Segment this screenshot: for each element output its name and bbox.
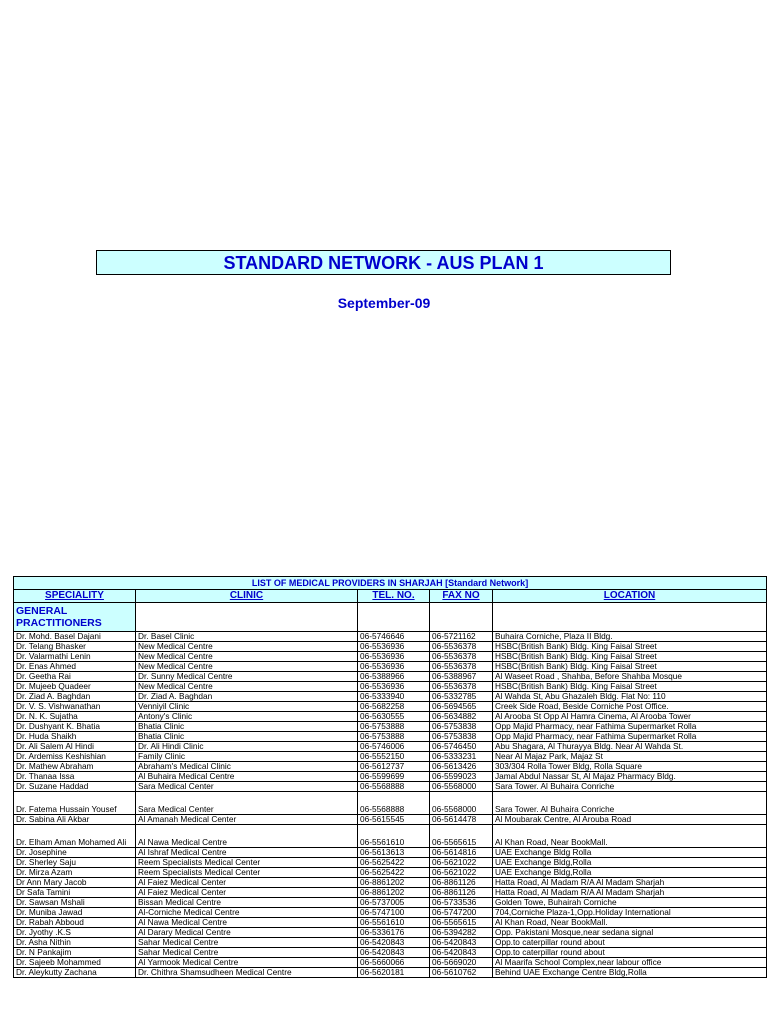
provider-name-cell: Dr. Fatema Hussain Yousef xyxy=(14,792,136,815)
provider-name-cell: Dr. Suzane Haddad xyxy=(14,782,136,792)
provider-name-cell: Dr. N. K. Sujatha xyxy=(14,712,136,722)
fax-cell: 06-5694565 xyxy=(430,702,493,712)
fax-cell: 06-5733536 xyxy=(430,898,493,908)
tel-cell: 06-5536936 xyxy=(358,682,430,692)
location-cell: Opp. Pakistani Mosque,near sedana signal xyxy=(493,928,767,938)
provider-name-cell: Dr. Valarmathi Lenin xyxy=(14,652,136,662)
provider-name-cell: Dr. Sajeeb Mohammed xyxy=(14,958,136,968)
location-cell: Opp.to caterpillar round about xyxy=(493,948,767,958)
location-cell: HSBC(British Bank) Bldg. King Faisal Street xyxy=(493,652,767,662)
table-row xyxy=(14,878,767,888)
fax-cell: 06-5614478 xyxy=(430,815,493,825)
clinic-cell: Al Darary Medical Centre xyxy=(136,928,358,938)
section-label: GENERAL PRACTITIONERS xyxy=(14,603,136,632)
tel-cell: 06-5561610 xyxy=(358,918,430,928)
clinic-cell: Al Nawa Medical Centre xyxy=(136,825,358,848)
fax-cell: 06-5753838 xyxy=(430,732,493,742)
tel-cell: 06-5630555 xyxy=(358,712,430,722)
location-cell: Opp Majid Pharmacy, near Fathima Supermarket Rolla xyxy=(493,732,767,742)
clinic-cell: New Medical Centre xyxy=(136,682,358,692)
section-row xyxy=(14,603,767,632)
clinic-cell: New Medical Centre xyxy=(136,652,358,662)
table-row xyxy=(14,682,767,692)
header-tel: TEL. NO. xyxy=(358,590,430,603)
tel-cell: 06-5536936 xyxy=(358,662,430,672)
clinic-cell: Al Buhaira Medical Centre xyxy=(136,772,358,782)
fax-cell: 06-5613426 xyxy=(430,762,493,772)
provider-name-cell: Dr. Asha Nithin xyxy=(14,938,136,948)
table-row xyxy=(14,938,767,948)
fax-cell: 06-5621022 xyxy=(430,858,493,868)
page-title: STANDARD NETWORK - AUS PLAN 1 xyxy=(96,250,671,275)
fax-cell: 06-5599023 xyxy=(430,772,493,782)
clinic-cell: Al Yarmook Medical Centre xyxy=(136,958,358,968)
fax-cell: 06-5420843 xyxy=(430,938,493,948)
fax-cell: 06-5536378 xyxy=(430,662,493,672)
tel-cell: 06-5660066 xyxy=(358,958,430,968)
fax-cell: 06-5536378 xyxy=(430,682,493,692)
provider-name-cell: Dr. Huda Shaikh xyxy=(14,732,136,742)
page-date: September-09 xyxy=(337,295,431,311)
provider-name-cell: Dr. Enas Ahmed xyxy=(14,662,136,672)
location-cell: UAE Exchange Bldg,Rolla xyxy=(493,858,767,868)
location-cell: Buhaira Corniche, Plaza II Bldg. xyxy=(493,632,767,642)
tel-cell: 06-5625422 xyxy=(358,858,430,868)
table-row xyxy=(14,692,767,702)
tel-cell: 06-5753888 xyxy=(358,722,430,732)
location-cell: Hatta Road, Al Madam R/A Al Madam Sharjah xyxy=(493,888,767,898)
provider-name-cell: Dr. Ardemiss Keshishian xyxy=(14,752,136,762)
clinic-cell: Dr. Sunny Medical Centre xyxy=(136,672,358,682)
provider-name-cell: Dr. Thanaa Issa xyxy=(14,772,136,782)
fax-cell: 06-5753838 xyxy=(430,722,493,732)
fax-cell: 06-8861126 xyxy=(430,878,493,888)
location-cell: Sara Tower. Al Buhaira Conriche xyxy=(493,782,767,792)
location-cell: Hatta Road, Al Madam R/A Al Madam Sharjah xyxy=(493,878,767,888)
provider-name-cell: Dr. Dushyant K. Bhatia xyxy=(14,722,136,732)
clinic-cell: Al Faiez Medical Center xyxy=(136,878,358,888)
section-empty-cell xyxy=(430,603,493,632)
tel-cell: 06-5612737 xyxy=(358,762,430,772)
clinic-cell: Al Ishraf Medical Centre xyxy=(136,848,358,858)
provider-name-cell: Dr. Mirza Azam xyxy=(14,868,136,878)
tel-cell: 06-5420843 xyxy=(358,938,430,948)
location-cell: HSBC(British Bank) Bldg. King Faisal Street xyxy=(493,642,767,652)
location-cell: Al Khan Road, Near BookMall. xyxy=(493,918,767,928)
tel-cell: 06-5746646 xyxy=(358,632,430,642)
clinic-cell: Al Amanah Medical Center xyxy=(136,815,358,825)
fax-cell: 06-5333231 xyxy=(430,752,493,762)
table-row xyxy=(14,792,767,815)
clinic-cell: Venniyil Clinic xyxy=(136,702,358,712)
location-cell: Golden Towe, Buhairah Corniche xyxy=(493,898,767,908)
provider-name-cell: Dr. Sherley Saju xyxy=(14,858,136,868)
table-row xyxy=(14,908,767,918)
clinic-cell: New Medical Centre xyxy=(136,642,358,652)
clinic-cell: New Medical Centre xyxy=(136,662,358,672)
tel-cell: 06-5336176 xyxy=(358,928,430,938)
location-cell: Sara Tower. Al Buhaira Conriche xyxy=(493,792,767,815)
table-row xyxy=(14,918,767,928)
tel-cell: 06-5420843 xyxy=(358,948,430,958)
header-fax: FAX NO xyxy=(430,590,493,603)
table-row xyxy=(14,968,767,978)
table-row xyxy=(14,752,767,762)
provider-name-cell: Dr. Telang Bhasker xyxy=(14,642,136,652)
fax-cell: 06-5388967 xyxy=(430,672,493,682)
table-row xyxy=(14,762,767,772)
section-empty-cell xyxy=(358,603,430,632)
table-row xyxy=(14,732,767,742)
fax-cell: 06-5721162 xyxy=(430,632,493,642)
provider-name-cell: Dr. Rabah Abboud xyxy=(14,918,136,928)
table-row xyxy=(14,772,767,782)
location-cell: 303/304 Rolla Tower Bldg, Rolla Square xyxy=(493,762,767,772)
tel-cell: 06-5682258 xyxy=(358,702,430,712)
location-cell: Near Al Majaz Park, Majaz St xyxy=(493,752,767,762)
tel-cell: 06-5625422 xyxy=(358,868,430,878)
clinic-cell: Dr. Chithra Shamsudheen Medical Centre xyxy=(136,968,358,978)
table-row xyxy=(14,782,767,792)
location-cell: Al Moubarak Centre, Al Arouba Road xyxy=(493,815,767,825)
table-row xyxy=(14,858,767,868)
tel-cell: 06-5615545 xyxy=(358,815,430,825)
location-cell: Al Waseet Road , Shahba, Before Shahba Mosque xyxy=(493,672,767,682)
clinic-cell: Bissan Medical Centre xyxy=(136,898,358,908)
table-row xyxy=(14,642,767,652)
fax-cell: 06-5394282 xyxy=(430,928,493,938)
tel-cell: 06-5536936 xyxy=(358,652,430,662)
location-cell: Jamal Abdul Nassar St, Al Majaz Pharmacy Bldg. xyxy=(493,772,767,782)
provider-name-cell: Dr Safa Tamini xyxy=(14,888,136,898)
location-cell: UAE Exchange Bldg,Rolla xyxy=(493,868,767,878)
clinic-cell: Reem Specialists Medical Center xyxy=(136,858,358,868)
clinic-cell: Sahar Medical Centre xyxy=(136,948,358,958)
tel-cell: 06-5568888 xyxy=(358,782,430,792)
section-empty-cell xyxy=(136,603,358,632)
header-location: LOCATION xyxy=(493,590,767,603)
clinic-cell: Dr. Ali Hindi Clinic xyxy=(136,742,358,752)
fax-cell: 06-5568000 xyxy=(430,782,493,792)
table-row xyxy=(14,928,767,938)
tel-cell: 06-5333940 xyxy=(358,692,430,702)
clinic-cell: Sara Medical Center xyxy=(136,782,358,792)
header-clinic: CLINIC xyxy=(136,590,358,603)
tel-cell: 06-5613613 xyxy=(358,848,430,858)
provider-name-cell: Dr. Mathew Abraham xyxy=(14,762,136,772)
tel-cell: 06-5747100 xyxy=(358,908,430,918)
location-cell: Abu Shagara, Al Thurayya Bldg. Near Al Wahda St. xyxy=(493,742,767,752)
tel-cell: 06-5737005 xyxy=(358,898,430,908)
provider-name-cell: Dr. Aleykutty Zachana xyxy=(14,968,136,978)
provider-name-cell: Dr Ann Mary Jacob xyxy=(14,878,136,888)
fax-cell: 06-5621022 xyxy=(430,868,493,878)
location-cell: UAE Exchange Bldg Rolla xyxy=(493,848,767,858)
location-cell: Opp Majid Pharmacy, near Fathima Supermarket Rolla xyxy=(493,722,767,732)
provider-name-cell: Dr. Geetha Rai xyxy=(14,672,136,682)
table-row xyxy=(14,848,767,858)
clinic-cell: Sara Medical Center xyxy=(136,792,358,815)
location-cell: Al Arooba St Opp Al Hamra Cinema, Al Arooba Tower xyxy=(493,712,767,722)
table-row xyxy=(14,712,767,722)
clinic-cell: Al Faiez Medical Center xyxy=(136,888,358,898)
provider-name-cell: Dr. Mujeeb Quadeer xyxy=(14,682,136,692)
fax-cell: 06-5747200 xyxy=(430,908,493,918)
header-speciality: SPECIALITY xyxy=(14,590,136,603)
table-row xyxy=(14,958,767,968)
clinic-cell: Abraham's Medical Clinic xyxy=(136,762,358,772)
provider-name-cell: Dr. Josephine xyxy=(14,848,136,858)
table-row xyxy=(14,702,767,712)
tel-cell: 06-5552150 xyxy=(358,752,430,762)
location-cell: HSBC(British Bank) Bldg. King Faisal Street xyxy=(493,682,767,692)
fax-cell: 06-5614816 xyxy=(430,848,493,858)
location-cell: Behind UAE Exchange Centre Bldg,Rolla xyxy=(493,968,767,978)
fax-cell: 06-5568000 xyxy=(430,792,493,815)
fax-cell: 06-5536378 xyxy=(430,642,493,652)
location-cell: Creek Side Road, Beside Corniche Post Office. xyxy=(493,702,767,712)
provider-name-cell: Dr. Jyothy .K.S xyxy=(14,928,136,938)
location-cell: 704,Corniche Plaza-1,Opp.Holiday International xyxy=(493,908,767,918)
clinic-cell: Reem Specialists Medical Center xyxy=(136,868,358,878)
provider-name-cell: Dr. Mohd. Basel Dajani xyxy=(14,632,136,642)
table-row xyxy=(14,868,767,878)
table-row xyxy=(14,888,767,898)
table-row xyxy=(14,632,767,642)
clinic-cell: Al-Corniche Medical Centre xyxy=(136,908,358,918)
tel-cell: 06-5561610 xyxy=(358,825,430,848)
fax-cell: 06-5746450 xyxy=(430,742,493,752)
location-cell: Al Maarifa School Complex,near labour office xyxy=(493,958,767,968)
provider-name-cell: Dr. N Pankajim xyxy=(14,948,136,958)
clinic-cell: Bhatia Clinic xyxy=(136,722,358,732)
fax-cell: 06-5610762 xyxy=(430,968,493,978)
fax-cell: 06-5565615 xyxy=(430,825,493,848)
table-row xyxy=(14,898,767,908)
location-cell: Opp.to caterpillar round about xyxy=(493,938,767,948)
tel-cell: 06-5568888 xyxy=(358,792,430,815)
clinic-cell: Antony's Clinic xyxy=(136,712,358,722)
provider-table xyxy=(13,576,767,978)
provider-name-cell: Dr. Ziad A. Baghdan xyxy=(14,692,136,702)
clinic-cell: Sahar Medical Centre xyxy=(136,938,358,948)
fax-cell: 06-5565615 xyxy=(430,918,493,928)
tel-cell: 06-5753888 xyxy=(358,732,430,742)
table-body xyxy=(14,603,767,978)
fax-cell: 06-5669020 xyxy=(430,958,493,968)
provider-name-cell: Dr. Ali Salem Al Hindi xyxy=(14,742,136,752)
clinic-cell: Dr. Ziad A. Baghdan xyxy=(136,692,358,702)
clinic-cell: Bhatia Clinic xyxy=(136,732,358,742)
location-cell: HSBC(British Bank) Bldg. King Faisal Street xyxy=(493,662,767,672)
tel-cell: 06-5599699 xyxy=(358,772,430,782)
provider-name-cell: Dr. Elham Aman Mohamed Ali xyxy=(14,825,136,848)
table-row xyxy=(14,825,767,848)
tel-cell: 06-5536936 xyxy=(358,642,430,652)
clinic-cell: Al Nawa Medical Centre xyxy=(136,918,358,928)
fax-cell: 06-8861126 xyxy=(430,888,493,898)
location-cell: Al Wahda St, Abu Ghazaleh Bldg. Flat No: 110 xyxy=(493,692,767,702)
provider-name-cell: Dr. V. S. Vishwanathan xyxy=(14,702,136,712)
tel-cell: 06-5746006 xyxy=(358,742,430,752)
section-empty-cell xyxy=(493,603,767,632)
table-row xyxy=(14,672,767,682)
provider-name-cell: Dr. Sawsan Mshali xyxy=(14,898,136,908)
table-caption: LIST OF MEDICAL PROVIDERS IN SHARJAH [Standard Network] xyxy=(14,577,767,590)
tel-cell: 06-5620181 xyxy=(358,968,430,978)
table-row xyxy=(14,948,767,958)
clinic-cell: Family Clinic xyxy=(136,752,358,762)
tel-cell: 06-5388966 xyxy=(358,672,430,682)
table-row xyxy=(14,815,767,825)
fax-cell: 06-5420843 xyxy=(430,948,493,958)
provider-name-cell: Dr. Muniba Jawad xyxy=(14,908,136,918)
provider-name-cell: Dr. Sabina Ali Akbar xyxy=(14,815,136,825)
table-row xyxy=(14,722,767,732)
fax-cell: 06-5332785 xyxy=(430,692,493,702)
fax-cell: 06-5536378 xyxy=(430,652,493,662)
location-cell: Al Khan Road, Near BookMall. xyxy=(493,825,767,848)
fax-cell: 06-5634882 xyxy=(430,712,493,722)
tel-cell: 06-8861202 xyxy=(358,888,430,898)
clinic-cell: Dr. Basel Clinic xyxy=(136,632,358,642)
table-row xyxy=(14,662,767,672)
table-row xyxy=(14,652,767,662)
tel-cell: 06-8861202 xyxy=(358,878,430,888)
table-row xyxy=(14,742,767,752)
